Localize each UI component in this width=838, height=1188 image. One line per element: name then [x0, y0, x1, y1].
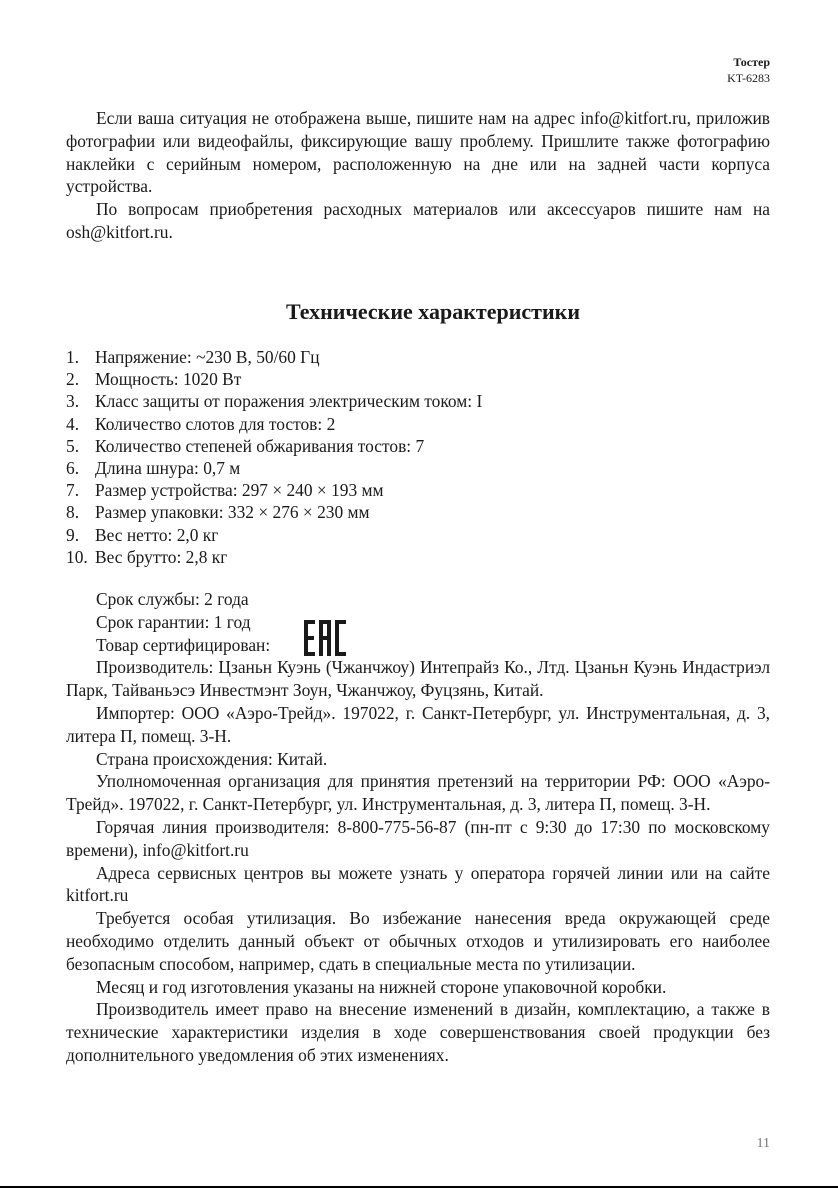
- intro-paragraph: По вопросам приобретения расходных материалов или аксессуаров пишите нам на osh@kitfort.ru.: [66, 199, 770, 242]
- spec-text: Количество степеней обжаривания тостов: 7: [95, 435, 425, 456]
- spec-number: 9.: [66, 524, 80, 545]
- spec-number: 7.: [66, 480, 80, 501]
- manufacture-date-note: Месяц и год изготовления указаны на нижней стороне упаковочной коробки.: [96, 976, 667, 997]
- country-of-origin: Страна происхождения: Китай.: [96, 748, 328, 769]
- spec-number: 4.: [66, 413, 80, 434]
- spec-number: 5.: [66, 435, 80, 456]
- spec-text: Количество слотов для тостов: 2: [95, 413, 336, 434]
- spec-item: [66, 524, 482, 546]
- details-section: [66, 588, 770, 1067]
- spec-item: [66, 546, 482, 568]
- spec-item: [66, 346, 482, 368]
- certified-label: Товар сертифицирован:: [96, 634, 271, 655]
- specs-list: [66, 346, 482, 568]
- spec-number: 2.: [66, 369, 80, 390]
- header-model: KT-6283: [727, 71, 770, 85]
- disposal-note: Требуется особая утилизация. Во избежание нанесения вреда окружающей среде необходимо отделить данный объект от обычных отходов и утилизировать его наиболее безопасным способом, например, сдать в специальные места по утилизации.: [66, 908, 770, 974]
- changes-note: Производитель имеет право на внесение изменений в дизайн, комплектацию, а также в технические характеристики изделия в ходе совершенствования своей продукции без дополнительного уведомления об этих изменениях.: [66, 999, 770, 1065]
- spec-text: Мощность: 1020 Вт: [95, 369, 242, 390]
- spec-item: [66, 368, 482, 390]
- spec-number: 6.: [66, 458, 80, 479]
- intro-section: [66, 107, 770, 244]
- spec-number: 8.: [66, 502, 80, 523]
- hotline: Горячая линия производителя: 8-800-775-56-87 (пн-пт с 9:30 до 17:30 по московскому времени), info@kitfort.ru: [66, 816, 770, 860]
- spec-text: Вес нетто: 2,0 кг: [95, 524, 219, 545]
- eac-mark-icon: [304, 620, 346, 656]
- spec-text: Вес брутто: 2,8 кг: [95, 546, 228, 567]
- spec-item: [66, 435, 482, 457]
- intro-paragraph: Если ваша ситуация не отображена выше, пишите нам на адрес info@kitfort.ru, приложив фотографии или видеофайлы, фиксирующие вашу проблему. Пришлите также фотографию наклейки с серийным номером, расположенную на дне или на задней части корпуса устройства.: [66, 108, 770, 197]
- page-header: [727, 54, 770, 86]
- spec-text: Напряжение: ~230 В, 50/60 Гц: [95, 347, 320, 367]
- spec-item: [66, 501, 482, 523]
- spec-item: [66, 413, 482, 435]
- spec-item: [66, 457, 482, 479]
- manufacturer: Производитель: Цзаньн Куэнь (Чжанчжоу) Интепрайз Ко., Лтд. Цзаньн Куэнь Индастриэл Парк, Тайваньэсэ Инвестмэнт Зоун, Чжанчжоу, Фуцзянь, Китай.: [66, 657, 770, 701]
- service-centers: Адреса сервисных центров вы можете узнать у оператора горячей линии или на сайте kitfort.ru: [66, 862, 770, 906]
- spec-text: Размер упаковки: 332 × 276 × 230 мм: [95, 502, 370, 523]
- warranty: Срок гарантии: 1 год: [96, 611, 251, 632]
- spec-text: Класс защиты от поражения электрическим током: I: [95, 391, 483, 412]
- header-product: Тостер: [733, 55, 770, 69]
- spec-item: [66, 479, 482, 501]
- spec-number: 3.: [66, 391, 80, 412]
- service-life: Срок службы: 2 года: [96, 589, 249, 609]
- specs-heading: Технические характеристики: [285, 299, 581, 324]
- spec-item: [66, 390, 482, 412]
- authorized-organization: Уполномоченная организация для принятия претензий на территории РФ: ООО «Аэро-Трейд». 197022, г. Санкт-Петербург, ул. Инструментальная, д. 3, литера П, помещ. 3-Н.: [66, 771, 770, 815]
- spec-number: 10.: [66, 546, 88, 567]
- importer: Импортер: ООО «Аэро-Трейд». 197022, г. Санкт-Петербург, ул. Инструментальная, д. 3, литера П, помещ. 3-Н.: [66, 702, 770, 746]
- spec-text: Размер устройства: 297 × 240 × 193 мм: [95, 480, 384, 501]
- certification-row: [66, 634, 770, 657]
- page-number: 11: [756, 1136, 770, 1151]
- spec-text: Длина шнура: 0,7 м: [95, 458, 241, 479]
- spec-number: 1.: [66, 347, 80, 367]
